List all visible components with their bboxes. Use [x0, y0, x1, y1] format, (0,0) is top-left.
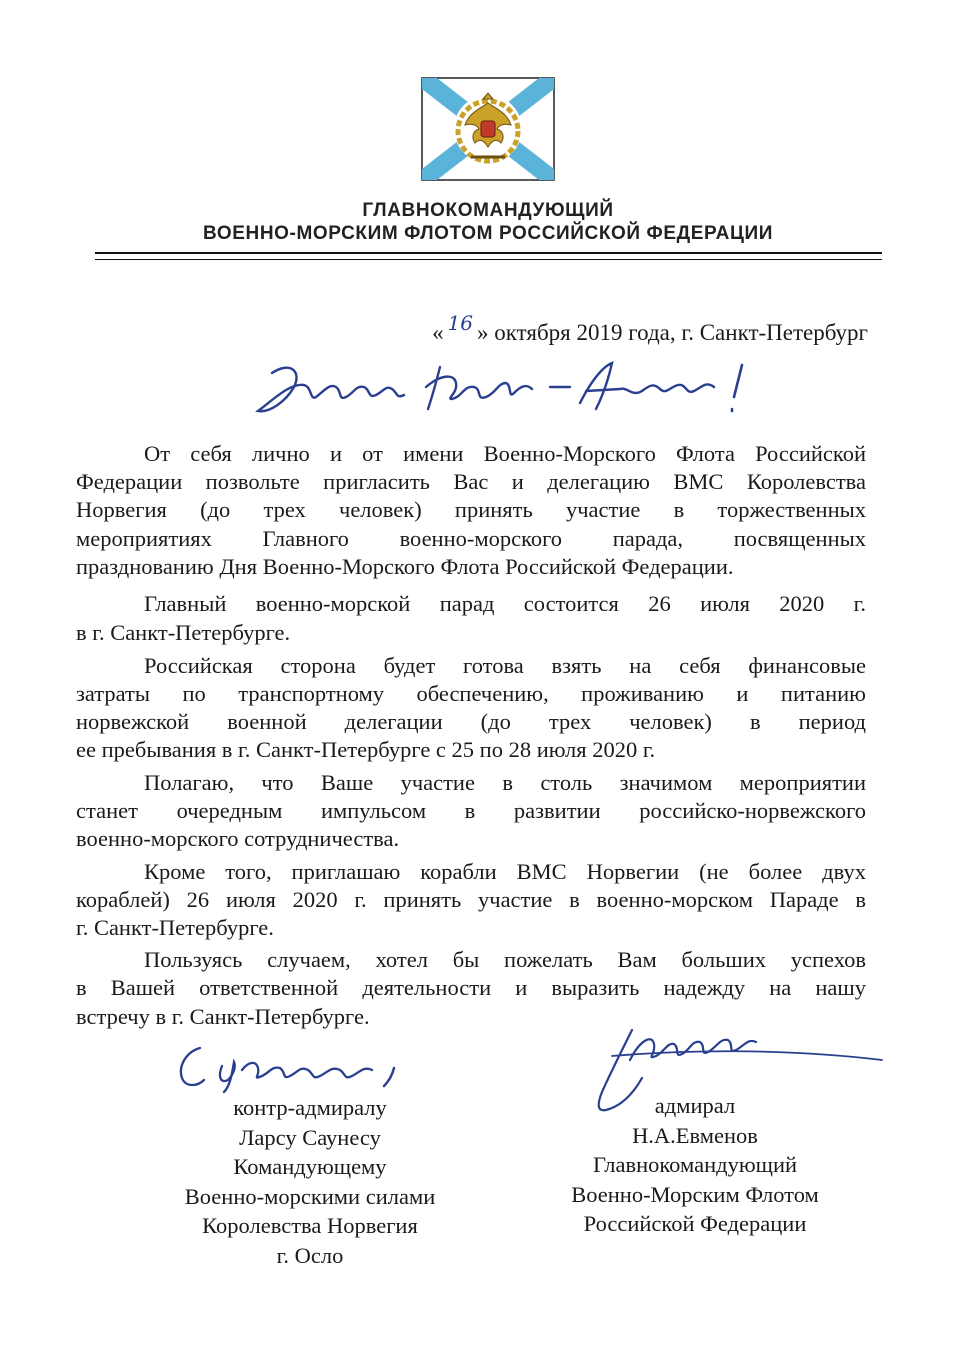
- sender-line: Российской Федерации: [583, 1211, 807, 1236]
- body-line: норвежской военной делегации (до трех человек) в период: [76, 709, 866, 734]
- date-line: [432, 311, 868, 346]
- sender-line: Главнокомандующий: [592, 1152, 798, 1177]
- admiral-flag-icon: [421, 77, 555, 181]
- letterhead-title-line-2: ВОЕННО-МОРСКИМ ФЛОТОМ РОССИЙСКОЙ ФЕДЕРАЦИИ: [203, 223, 773, 244]
- letterhead-title-line-1: ГЛАВНОКОМАНДУЮЩИЙ: [362, 200, 614, 221]
- body-line: встречу в г. Санкт-Петербурге.: [76, 1004, 370, 1029]
- sender-line: адмирал: [654, 1093, 736, 1118]
- body-line: военно-морского сотрудничества.: [76, 826, 400, 851]
- naval-flag-emblem: [421, 77, 555, 181]
- recipient-line: Командующему: [233, 1154, 387, 1179]
- recipient-line: контр-адмиралу: [233, 1095, 387, 1120]
- date-rest: » октября 2019 года, г. Санкт-Петербург: [477, 320, 868, 345]
- letterhead-rule-thin: [95, 259, 882, 260]
- letterhead-rule-thick: [95, 252, 882, 254]
- handwritten-closing: [172, 1040, 422, 1095]
- recipient-line: Военно-морскими силами: [184, 1183, 436, 1209]
- sender-line: Н.А.Евменов: [632, 1122, 758, 1148]
- body-line: Российская сторона будет готова взять на себя финансовые: [144, 653, 866, 678]
- body-line: кораблей) 26 июля 2020 г. принять участие в военно-морском Параде в: [76, 887, 866, 912]
- body-line: Кроме того, приглашаю корабли ВМС Норвегии (не более двух: [144, 859, 866, 884]
- body-line: в г. Санкт-Петербурге.: [76, 620, 291, 645]
- body-line: празднованию Дня Военно-Морского Флота Российской Федерации.: [76, 554, 734, 579]
- body-line: мероприятиях Главного военно-морского парада, посвященных: [76, 526, 866, 551]
- recipient-line: г. Осло: [276, 1242, 344, 1268]
- recipient-line: Ларсу Саунесу: [239, 1124, 381, 1150]
- sender-line: Военно-Морским Флотом: [571, 1181, 819, 1207]
- body-line: в Вашей ответственной деятельности и выразить надежду на нашу: [76, 975, 866, 1000]
- body-line: Полагаю, что Ваше участие в столь значимом мероприятии: [144, 770, 866, 795]
- body-line: Главный военно-морской парад состоится 26 июля 2020 г.: [144, 591, 866, 616]
- recipient-line: Королевства Норвегия: [202, 1213, 418, 1238]
- sender-signature-block: [535, 1091, 855, 1239]
- body-line: г. Санкт-Петербурге.: [76, 915, 274, 940]
- date-open-quote: «: [432, 320, 444, 345]
- date-day-handwritten: 16: [447, 311, 474, 335]
- body-line: Федерации позвольте пригласить Вас и делегацию ВМС Королевства: [76, 469, 866, 494]
- body-line: станет очередным импульсом в развитии российско-норвежского: [76, 798, 866, 823]
- body-line: От себя лично и от имени Военно-Морского Флота Российской: [144, 441, 866, 466]
- body-line: ее пребывания в г. Санкт-Петербурге с 25 по 28 июля 2020 г.: [76, 737, 656, 762]
- handwritten-salutation: [250, 353, 770, 423]
- body-line: Норвегия (до трех человек) принять участие в торжественных: [76, 497, 866, 522]
- body-line: затраты по транспортному обеспечению, проживанию и питанию: [76, 681, 866, 706]
- recipient-address-block: [150, 1093, 470, 1270]
- body-line: Пользуясь случаем, хотел бы пожелать Вам больших успехов: [144, 947, 866, 972]
